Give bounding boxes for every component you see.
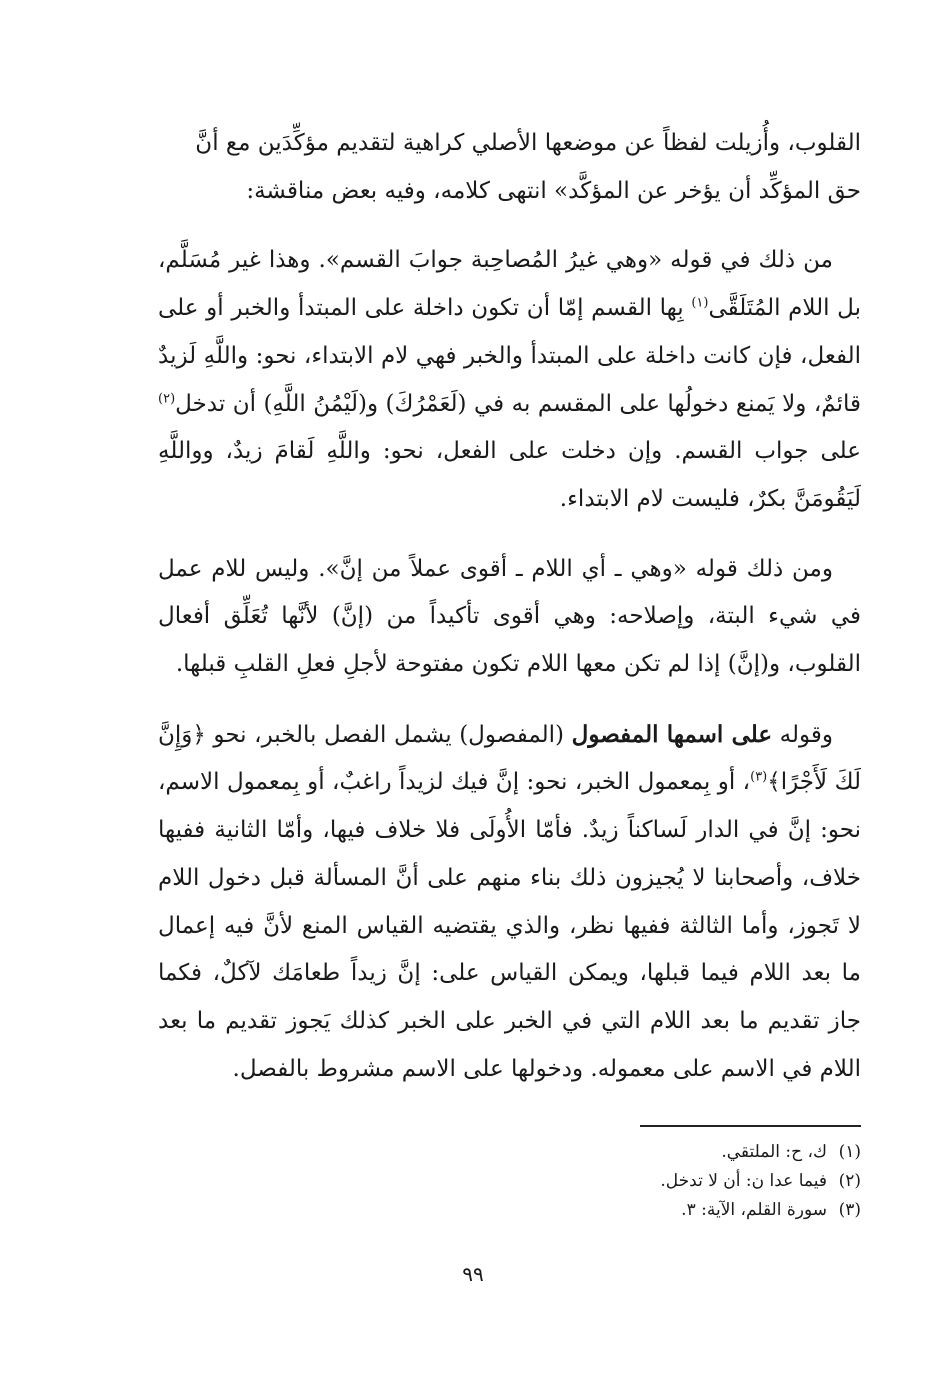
bold-phrase: على اسمها المفصول [571,720,773,748]
paragraph-4-part-2: (المفصول) يشمل الفصل بالخبر، نحو ﴿وَإِنَّ لَكَ لَأَجْرًا﴾ [158,721,861,796]
footnote-text: سورة القلم، الآية: ٣. [681,1200,827,1220]
paragraph-3 [158,546,861,689]
footnote-1 [400,1138,861,1167]
footnote-number: (١) [838,1142,861,1162]
paragraph-2 [158,237,861,523]
footnote-2 [400,1167,861,1196]
paragraph-2-part-1: من ذلك في قوله «وهي غيرُ المُصاحِبة جوابَ القسم». وهذا غير مُسَلَّم، بل اللام المُتَلَقَّى [158,247,862,322]
paragraph-3-text: ومن ذلك قوله «وهي ـ أي اللام ـ أقوى عملاً من إنَّ». وليس للام عمل في شيء البتة، وإصلاحه: وهي أقوى تأكيداً من (إنَّ) لأنَّها تُعَلِّق أفعال القلوب، و(إنَّ) إذا لم تكن معها اللام تكون مفتوحة لأجلِ فعلِ القلبِ قبلها. [158,555,861,678]
paragraph-1-line-2: حق المؤكِّد أن يؤخر عن المؤكَّد» انتهى كلامه، وفيه بعض مناقشة: [246,177,861,204]
paragraph-1-line-1: القلوب، وأُزيلت لفظاً عن موضعها الأصلي كراهية لتقديم مؤكِّدَين مع أنَّ [195,130,861,156]
paragraph-4-part-1: وقوله [772,721,833,748]
paragraph-4-part-3: ، أو بِمعمول الخبر، نحو: إنَّ فيك لزيداً راغبٌ، أو بِمعمول الاسم، نحو: إنَّ في الدار لَساكناً زيدٌ. فأمّا الأُولَى فلا خلاف فيها، وأمّا الثانية ففيها خلاف، وأصحابنا لا يُجيزون ذلك بناء منهم على أنَّ المسألة قبل دخول اللام لا تَجوز، وأما الثالثة ففيها نظر، والذي يقتضيه القياس المنع لأنَّ فيه إعمال ما بعد اللام فيما قبلها، ويمكن القياس على: إنَّ زيداً طعامَك لآكلٌ، فكما جاز تقديم ما بعد اللام التي في الخبر على الخبر كذلك يَجوز تقديم ما بعد اللام في الاسم على معموله. ودخولها على الاسم مشروط بالفصل. [158,769,861,1082]
footnote-divider [640,1125,861,1127]
footnotes [400,1138,861,1225]
footnote-number: (٣) [838,1200,861,1220]
paragraph-4 [158,711,861,1094]
footnote-ref-2[interactable]: (٢) [158,390,176,406]
footnote-number: (٢) [838,1171,861,1191]
page-number: ٩٩ [462,1262,484,1286]
main-text [158,120,861,1093]
paragraph-1 [158,120,861,215]
paragraph-2-part-2: بِها القسم إمّا أن تكون داخلة على المبتدأ والخبر أو على الفعل، فإن كانت داخلة على المبتدأ والخبر فهي لام الابتداء، نحو: واللَّهِ لَزيدٌ قائمٌ، ولا يَمنع دخولُها على المقسم به في (لَعَمْرُكَ) و(لَيْمُنُ اللَّهِ) أن تدخل [158,295,861,417]
footnote-ref-1[interactable]: (١) [691,295,709,311]
footnote-ref-3[interactable]: (٣) [750,769,768,785]
paragraph-2-part-3: على جواب القسم. وإن دخلت على الفعل، نحو: واللَّهِ لَقامَ زيدٌ، وواللَّهِ لَيَقُومَنَّ بكرٌ، فليست لام الابتداء. [158,438,861,512]
footnote-3 [400,1196,861,1225]
footnote-text: ك، ح: الملتقي. [721,1142,827,1162]
footnote-text: فيما عدا ن: أن لا تدخل. [660,1171,827,1191]
